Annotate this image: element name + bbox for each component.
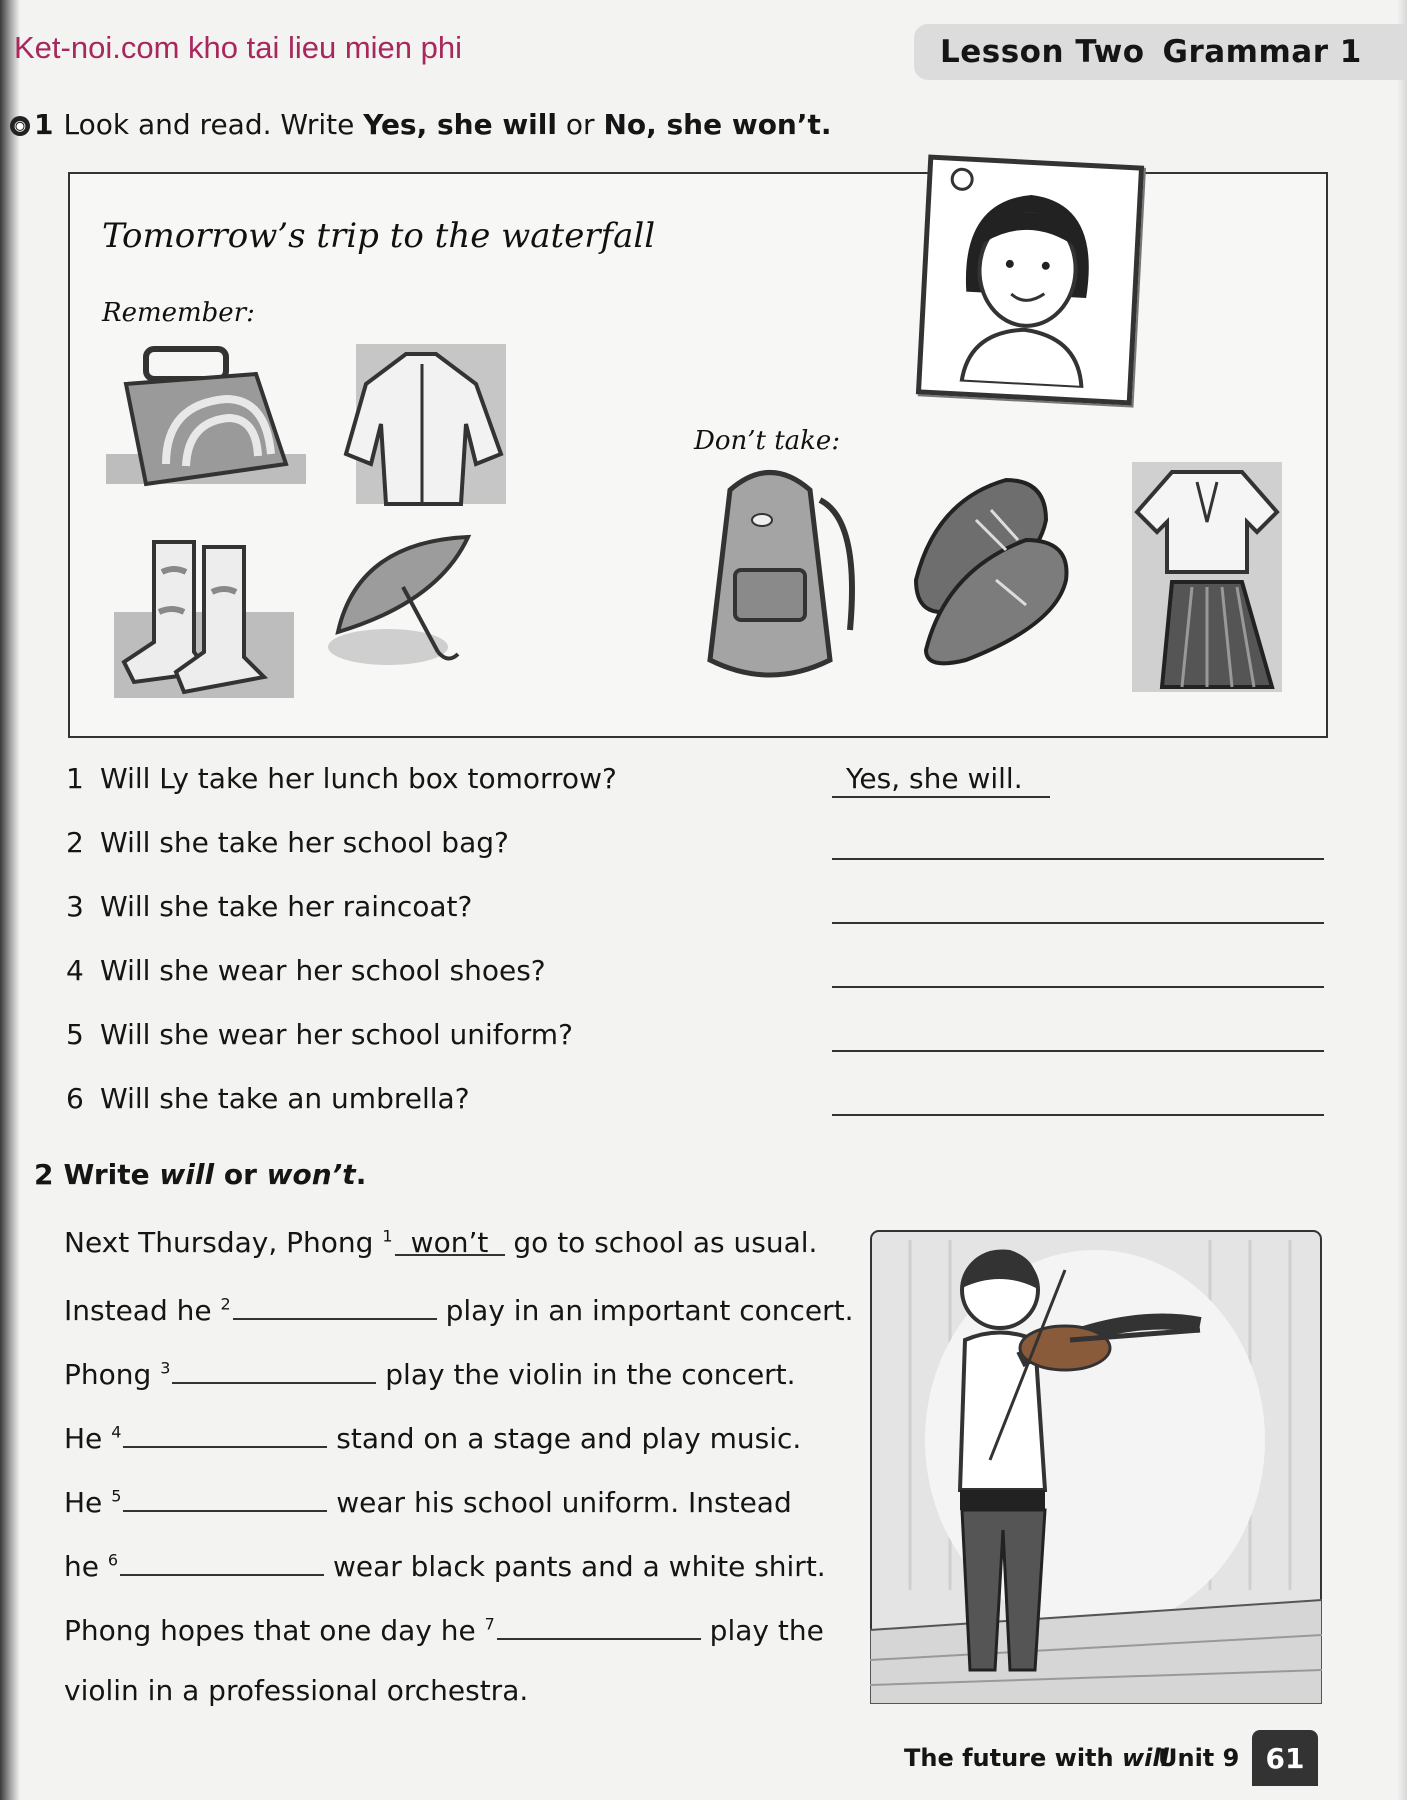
question-number: 5 — [66, 1018, 84, 1051]
line-text: wear his school uniform. Instead — [327, 1486, 792, 1519]
blank-number: 2 — [220, 1294, 231, 1314]
line-text: play the violin in the concert. — [376, 1358, 796, 1391]
line-text: play the — [700, 1614, 824, 1647]
answer-5-field[interactable] — [832, 1016, 1324, 1052]
umbrella-illustration — [328, 532, 476, 672]
line-text: stand on a stage and play music. — [327, 1422, 802, 1455]
instruction-or: or — [556, 108, 604, 141]
paragraph-line-1 — [64, 1226, 817, 1259]
lunch-box-illustration — [106, 344, 306, 494]
line-text: Instead he — [64, 1294, 221, 1327]
blank-2-field[interactable] — [233, 1290, 437, 1320]
answer-2-field[interactable] — [832, 824, 1324, 860]
rain-boots-illustration — [114, 532, 294, 698]
question-5 — [66, 1018, 573, 1051]
blank-6-field[interactable] — [120, 1546, 324, 1576]
lesson-header-tab — [914, 24, 1406, 80]
footer-unit: Unit 9 — [1158, 1744, 1240, 1772]
school-bag-illustration — [690, 460, 868, 692]
question-text: Will she wear her school uniform? — [100, 1018, 573, 1051]
answer-4-field[interactable] — [832, 952, 1324, 988]
footer-topic — [904, 1744, 1169, 1772]
blank-number: 7 — [484, 1614, 495, 1634]
exercise-1-title — [10, 108, 832, 141]
instruction-text: Look and read. Write — [63, 108, 364, 141]
line-text: go to school as usual. — [504, 1226, 818, 1259]
footer-topic-text: The future with — [904, 1744, 1122, 1772]
option-yes: Yes, she will — [363, 108, 557, 141]
line-text: Next Thursday, Phong — [64, 1226, 383, 1259]
title-or: or — [214, 1158, 267, 1191]
question-text: Will she take an umbrella? — [100, 1082, 470, 1115]
remember-label: Remember: — [102, 298, 255, 328]
exercise-2-title — [34, 1158, 366, 1191]
blank-4-field[interactable] — [123, 1418, 327, 1448]
question-4 — [66, 954, 546, 987]
ly-portrait — [922, 160, 1129, 390]
blank-1-field[interactable]: won’t — [395, 1226, 505, 1256]
blank-number: 4 — [111, 1422, 122, 1442]
line-text: He — [64, 1422, 112, 1455]
paragraph-line-5 — [64, 1482, 792, 1519]
paragraph-line-2 — [64, 1290, 854, 1327]
raincoat-illustration — [336, 344, 508, 508]
line-text: violin in a professional orchestra. — [64, 1674, 529, 1707]
answer-3-field[interactable] — [832, 888, 1324, 924]
line-text: He — [64, 1486, 112, 1519]
paragraph-line-6 — [64, 1546, 826, 1583]
question-text: Will she take her raincoat? — [100, 890, 473, 923]
paragraph-line-7 — [64, 1610, 824, 1647]
exercise-2-number: 2 — [34, 1158, 54, 1191]
school-uniform-illustration — [1132, 462, 1282, 692]
line-text: he — [64, 1550, 108, 1583]
watermark: Ket-noi.com kho tai lieu mien phi — [14, 30, 463, 65]
audio-track-icon: ◉ — [10, 116, 30, 136]
question-text: Will she wear her school shoes? — [100, 954, 546, 987]
word-wont: won’t — [266, 1158, 356, 1191]
blank-3-field[interactable] — [172, 1354, 376, 1384]
paragraph-line-4 — [64, 1418, 801, 1455]
question-number: 3 — [66, 890, 84, 923]
page-binding-shadow — [0, 0, 20, 1800]
phong-violin-illustration — [870, 1230, 1322, 1704]
line-text: wear black pants and a white shirt. — [324, 1550, 826, 1583]
word-will: will — [159, 1158, 215, 1191]
paragraph-line-3 — [64, 1354, 796, 1391]
picture-title: Tomorrow’s trip to the waterfall — [102, 216, 656, 256]
ly-photo-frame — [916, 155, 1144, 406]
blank-5-field[interactable] — [123, 1482, 327, 1512]
page-edge — [1397, 0, 1407, 1800]
paragraph-line-8 — [64, 1674, 528, 1707]
option-no: No, she won’t. — [603, 108, 832, 141]
blank-number: 3 — [160, 1358, 171, 1378]
question-6 — [66, 1082, 470, 1115]
line-text: Phong — [64, 1358, 161, 1391]
question-2 — [66, 826, 509, 859]
title-period: . — [355, 1158, 367, 1191]
page-number: 61 — [1252, 1730, 1318, 1786]
question-number: 2 — [66, 826, 84, 859]
question-number: 6 — [66, 1082, 84, 1115]
line-text: Phong hopes that one day he — [64, 1614, 485, 1647]
school-shoes-illustration — [896, 460, 1080, 670]
blank-number: 6 — [107, 1550, 119, 1570]
section-label: Grammar 1 — [1162, 34, 1362, 70]
question-1 — [66, 762, 617, 795]
blank-number: 1 — [382, 1226, 393, 1246]
question-text: Will she take her school bag? — [100, 826, 509, 859]
question-number: 1 — [66, 762, 84, 795]
question-number: 4 — [66, 954, 84, 987]
blank-7-field[interactable] — [497, 1610, 701, 1640]
question-3 — [66, 890, 472, 923]
lesson-label: Lesson Two — [940, 34, 1145, 70]
exercise-1-number: 1 — [34, 108, 54, 141]
footer-topic-word: will — [1121, 1744, 1169, 1772]
blank-number: 5 — [111, 1486, 122, 1506]
answer-6-field[interactable] — [832, 1080, 1324, 1116]
dont-take-label: Don’t take: — [694, 426, 841, 456]
line-text: play in an important concert. — [436, 1294, 854, 1327]
answer-1-field[interactable]: Yes, she will. — [832, 762, 1050, 798]
title-text: Write — [63, 1158, 160, 1191]
question-text: Will Ly take her lunch box tomorrow? — [100, 762, 617, 795]
